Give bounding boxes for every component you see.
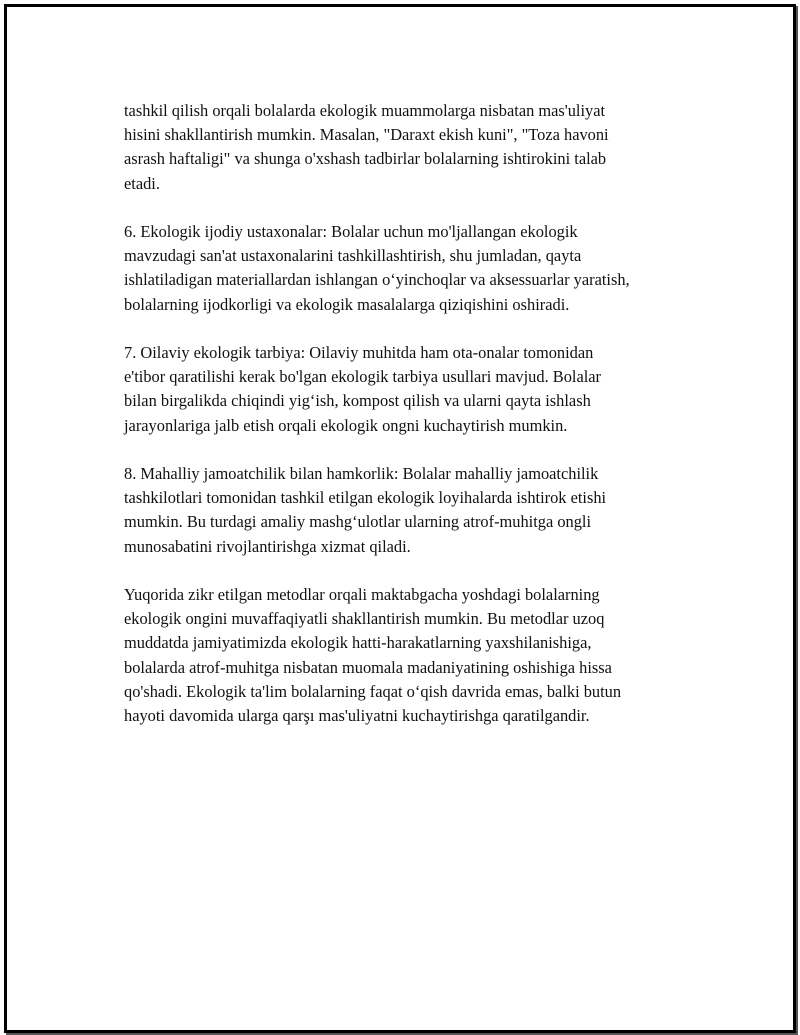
paragraph-ecological-workshops: 6. Ekologik ijodiy ustaxonalar: Bolalar uchun mo'ljallangan ekologik mavzudagi san'at ustaxonalarini tashkillashtirish, shu jumladan, qayta ishlatiladigan materiallardan ishlangan o‘yinchoqlar va aksessuarlar yaratish, bolalarning ijodkorligi va ekologik masalalarga qiziqishini oshiradi. <box>124 222 630 314</box>
paragraph-intro-continuation: tashkil qilish orqali bolalarda ekologik muammolarga nisbatan mas'uliyat hisini shakllantirish mumkin. Masalan, "Daraxt ekish kuni", "Toza havoni asrash haftaligi" va shunga o'xshash tadbirlar bolalarning ishtirokini talab etadi. <box>124 101 609 193</box>
paragraph-conclusion: Yuqorida zikr etilgan metodlar orqali maktabgacha yoshdagi bolalarning ekologik ongini muvaffaqiyatli shakllantirish mumkin. Bu metodlar uzoq muddatda jamiyatimizda ekologik hatti-harakatlarning yaxshilanishiga, bolalarda atrof-muhitga nisbatan muomala madaniyatining oshishiga hissa qo'shadi. Ekologik ta'lim bolalarning faqat o‘qish davrida emas, balki butun hayoti davomida ularga qarşı mas'uliyatni kuchaytirishga qaratilgandir. <box>124 585 622 726</box>
paragraph-community-cooperation: 8. Mahalliy jamoatchilik bilan hamkorlik: Bolalar mahalliy jamoatchilik tashkilotlari tomonidan tashkil etilgan ekologik loyihalarda ishtirok etishi mumkin. Bu turdagi amaliy mashg‘ulotlar ularning atrof-muhitga ongli munosabatini rivojlantirishga xizmat qiladi. <box>124 464 607 556</box>
paragraph-family-education: 7. Oilaviy ekologik tarbiya: Oilaviy muhitda ham ota-onalar tomonidan e'tibor qaratilishi kerak bo'lgan ekologik tarbiya usullari mavjud. Bolalar bilan birgalikda chiqindi yig‘ish, kompost qilish va ularni qayta ishlash jarayonlariga jalb etish orqali ekologik ongni kuchaytirish mumkin. <box>124 343 602 435</box>
document-page <box>4 4 796 1033</box>
document-body <box>124 99 709 752</box>
